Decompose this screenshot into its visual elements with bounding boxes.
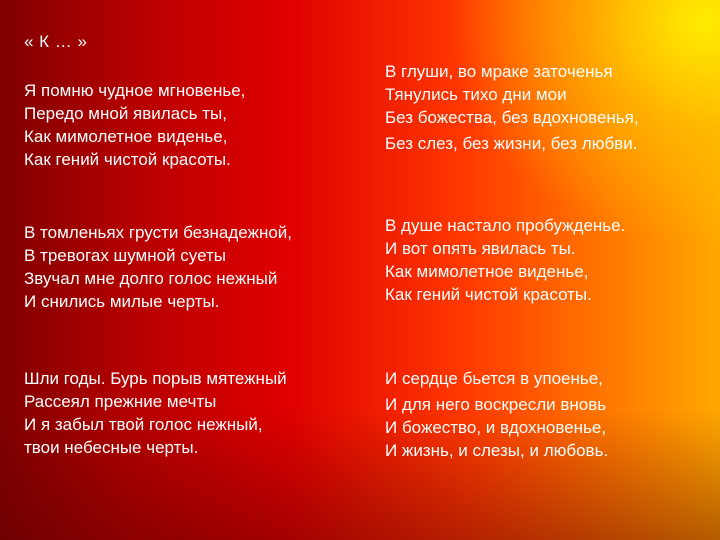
verse-line: Я помню чудное мгновенье, [24,81,246,100]
verse-line: В душе настало пробужденье. [385,216,626,235]
verse-line: И сердце бьется в упоенье, [385,369,603,388]
verse-line: Без божества, без вдохновенья, [385,108,639,127]
verse-line: Без слез, без жизни, без любви. [385,134,638,153]
verse-line: Как гений чистой красоты. [385,285,592,304]
verse-line: И снились милые черты. [24,292,220,311]
verse-line: И вот опять явилась ты. [385,239,576,258]
slide-title: « К … » [24,32,88,51]
verse-line: И я забыл твой голос нежный, [24,415,263,434]
verse-line: Звучал мне долго голос нежный [24,269,278,288]
verse-line: Передо мной явилась ты, [24,104,227,123]
verse-line: Шли годы. Бурь порыв мятежный [24,369,287,388]
verse-line: Как гений чистой красоты. [24,150,231,169]
stanza-1 [24,79,245,171]
verse-line: Как мимолетное виденье, [24,127,228,146]
verse-line: В томленьях грусти безнадежной, [24,223,293,242]
verse-line: В глуши, во мраке заточенья [385,62,613,81]
verse-line: В тревогах шумной суеты [24,246,226,265]
verse-line: И для него воскресли вновь [385,395,607,414]
verse-line: Рассеял прежние мечты [24,392,217,411]
stanza-4 [385,214,625,306]
verse-line: Тянулись тихо дни мои [385,85,567,104]
verse-line: И жизнь, и слезы, и любовь. [385,441,609,460]
stanza-6 [385,367,608,462]
verse-line: Как мимолетное виденье, [385,262,589,281]
stanza-5 [24,367,287,459]
verse-line: И божество, и вдохновенье, [385,418,607,437]
verse-line: твои небесные черты. [24,438,199,457]
stanza-3 [24,221,292,313]
stanza-2 [385,60,639,155]
